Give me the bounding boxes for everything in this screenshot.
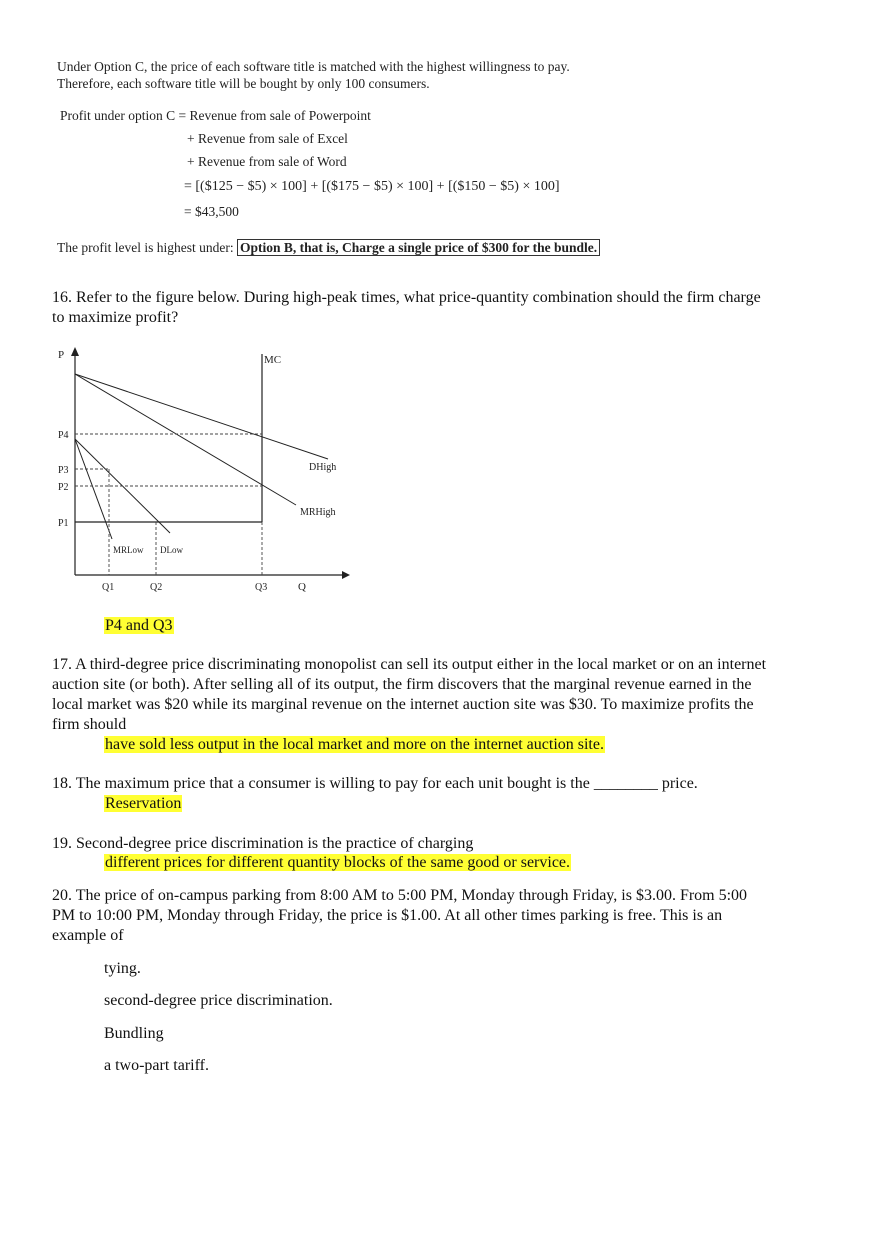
solution-c-line-1: Under Option C, the price of each software title is matched with the highest willingness to pay. <box>57 59 570 74</box>
q20-option[interactable]: tying. <box>104 960 141 977</box>
conclusion-answer: Option B, that is, Charge a single price of $300 for the bundle. <box>237 239 600 256</box>
q20-line-2: PM to 10:00 PM, Monday through Friday, the price is $1.00. At all other times parking is free. This is an <box>52 907 723 924</box>
q16-line-1: 16. Refer to the figure below. During high-peak times, what price-quantity combination should the firm charge <box>52 289 761 306</box>
d-low-label: DLow <box>160 545 183 555</box>
q2-label: Q2 <box>150 582 163 593</box>
axis-p-label: P <box>58 349 65 361</box>
q18-question: 18. The maximum price that a consumer is willing to pay for each unit bought is the ________ price. <box>52 775 698 792</box>
solution-c-line-2: Therefore, each software title will be bought by only 100 consumers. <box>57 76 430 91</box>
p2-label: P2 <box>58 482 69 493</box>
price-discrimination-figure <box>52 342 352 602</box>
axis-q-label: Q <box>298 581 306 593</box>
p3-label: P3 <box>58 465 69 476</box>
mc-label: MC <box>264 354 282 366</box>
d-high-line <box>75 374 328 459</box>
q3-label: Q3 <box>255 582 268 593</box>
q17-answer <box>104 735 605 755</box>
profit-result: = $43,500 <box>184 204 239 219</box>
q17-line-1: 17. A third-degree price discriminating monopolist can sell its output either in the local market or on an internet <box>52 656 767 673</box>
q20-option[interactable]: second-degree price discrimination. <box>104 992 333 1009</box>
q20-line-1: 20. The price of on-campus parking from 8:00 AM to 5:00 PM, Monday through Friday, is $3.00. From 5:00 <box>52 887 748 904</box>
plus-excel: + Revenue from sale of Excel <box>187 131 348 146</box>
conclusion-prefix: The profit level is highest under: <box>57 240 234 255</box>
q20-option[interactable]: Bundling <box>104 1025 164 1042</box>
conclusion <box>57 239 600 256</box>
mr-low-line <box>75 439 112 539</box>
q18-answer-text: Reservation <box>105 795 182 812</box>
q20-line-3: example of <box>52 927 124 944</box>
profit-formula: = [($125 − $5) × 100] + [($175 − $5) × 100] + [($150 − $5) × 100] <box>184 179 560 194</box>
q17-answer-text: have sold less output in the local market and more on the internet auction site. <box>105 736 604 753</box>
q18-answer <box>104 794 182 814</box>
q17-line-2: auction site (or both). After selling all of its output, the firm discovers that the marginal revenue earned in the <box>52 676 752 693</box>
mr-high-line <box>75 374 296 505</box>
p4-label: P4 <box>58 430 69 441</box>
mr-low-label: MRLow <box>113 545 144 555</box>
q-axis-arrow <box>342 571 350 579</box>
plus-word: + Revenue from sale of Word <box>187 154 347 169</box>
q17-line-3: local market was $20 while its marginal revenue on the internet auction site was $30. To maximize profits the <box>52 696 754 713</box>
q17-line-4: firm should <box>52 716 127 733</box>
q16-answer <box>104 616 174 636</box>
q19-question: 19. Second-degree price discrimination is the practice of charging <box>52 835 474 852</box>
q20-option[interactable]: a two-part tariff. <box>104 1057 209 1074</box>
profit-label: Profit under option C = Revenue from sale of Powerpoint <box>60 108 371 123</box>
q16-line-2: to maximize profit? <box>52 309 179 326</box>
p1-label: P1 <box>58 518 69 529</box>
p-axis-arrow <box>71 347 79 356</box>
q19-answer <box>104 853 571 873</box>
q16-answer-text: P4 and Q3 <box>105 617 173 634</box>
q1-label: Q1 <box>102 582 115 593</box>
q19-answer-text: different prices for different quantity blocks of the same good or service. <box>105 854 571 871</box>
mr-high-label: MRHigh <box>300 507 336 518</box>
d-high-label: DHigh <box>309 462 337 473</box>
